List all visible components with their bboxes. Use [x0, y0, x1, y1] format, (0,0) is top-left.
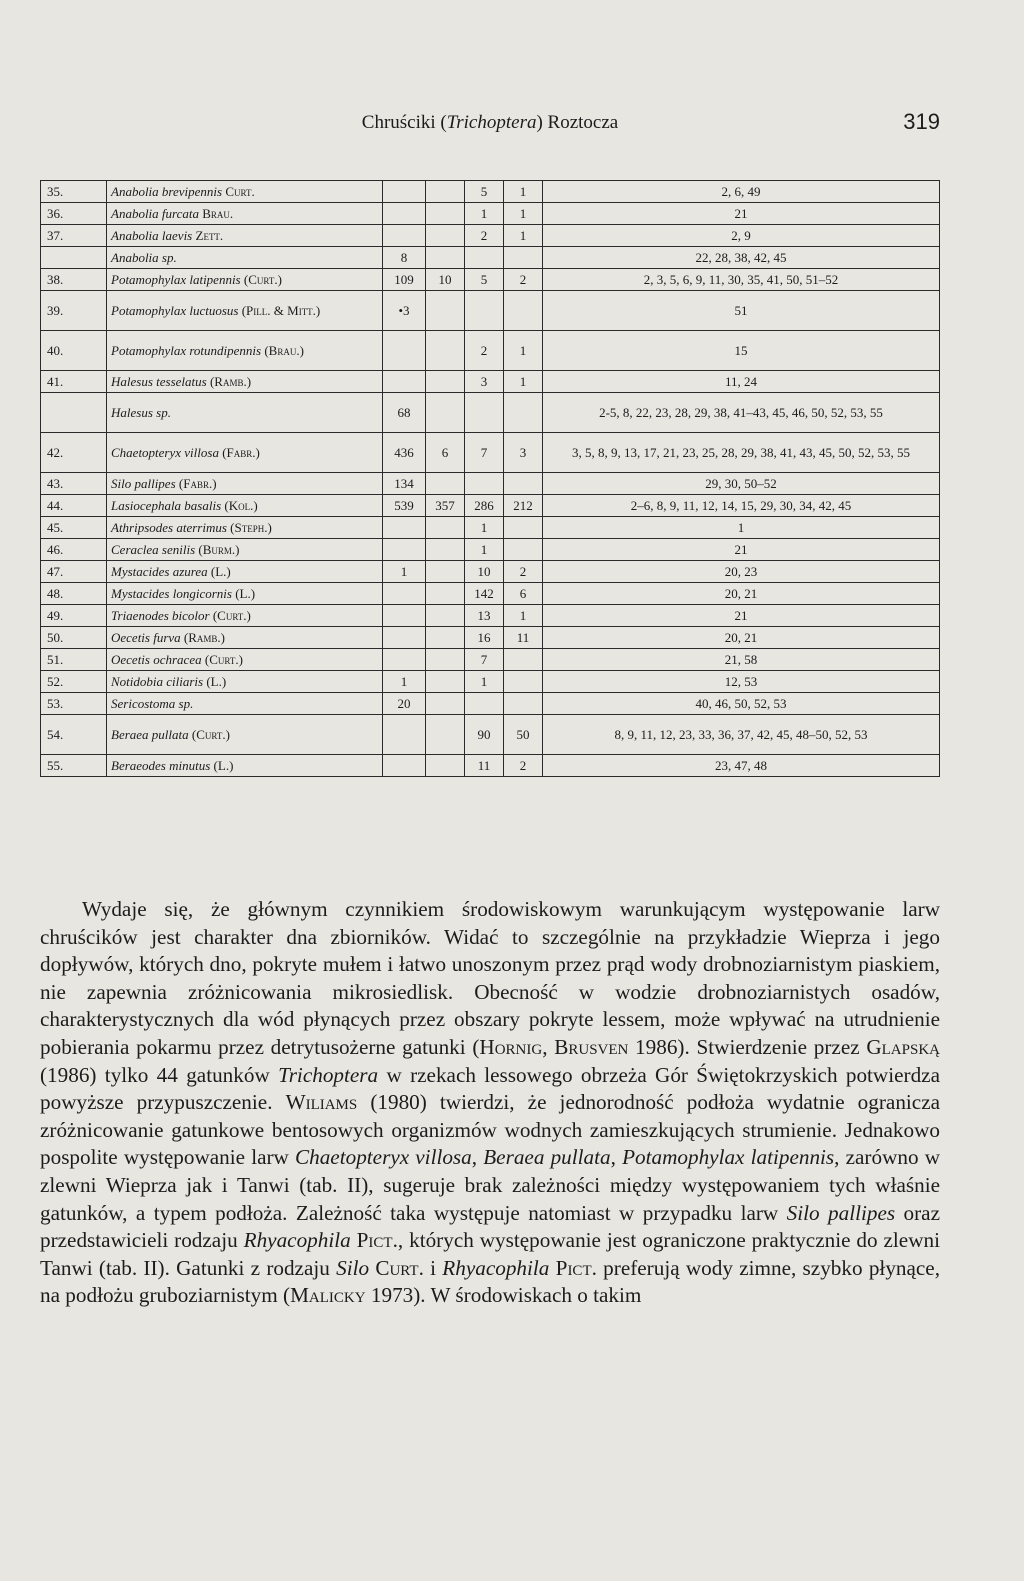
cell-count-1 [383, 371, 426, 393]
table-row [41, 539, 940, 561]
cell-localities: 21, 58 [543, 649, 940, 671]
cell-species [107, 755, 383, 777]
species-author: (Fabr.) [178, 476, 217, 491]
species-name: Potamophylax latipennis [111, 272, 241, 287]
cell-count-4: 212 [504, 495, 543, 517]
table-row [41, 247, 940, 269]
cell-count-4 [504, 247, 543, 269]
cell-count-4: 1 [504, 225, 543, 247]
cell-localities: 21 [543, 605, 940, 627]
taxon-name: Trichoptera [278, 1062, 379, 1087]
cell-number [41, 247, 107, 269]
cell-number: 37. [41, 225, 107, 247]
species-author: (Curt.) [204, 652, 243, 667]
author-citation: Hornig [479, 1034, 543, 1059]
species-author: (Ramb.) [183, 630, 226, 645]
table-row [41, 693, 940, 715]
species-name: Mystacides azurea [111, 564, 208, 579]
species-author: (Brau.) [264, 343, 304, 358]
cell-count-1: •3 [383, 291, 426, 331]
table-row [41, 433, 940, 473]
species-author: Zett. [195, 228, 224, 243]
cell-number: 38. [41, 269, 107, 291]
cell-count-3: 13 [465, 605, 504, 627]
cell-localities: 2–6, 8, 9, 11, 12, 14, 15, 29, 30, 34, 42, 45 [543, 495, 940, 517]
species-table-body [41, 181, 940, 777]
cell-number: 45. [41, 517, 107, 539]
cell-localities: 51 [543, 291, 940, 331]
cell-count-3: 1 [465, 203, 504, 225]
species-name: Oecetis furva [111, 630, 181, 645]
cell-localities: 2, 9 [543, 225, 940, 247]
page-number: 319 [903, 109, 940, 134]
species-name: Halesus sp. [111, 405, 171, 420]
text-run: , zarówno w zlewni Wieprza jak i Tanwi (tab. II), sugeruje brak zależności między występowaniem tych właśnie gatunków, a typem podłoża. Zależność taka występuje natomiast w przypadku larw [40, 1145, 941, 1225]
cell-count-3 [465, 247, 504, 269]
cell-number: 39. [41, 291, 107, 331]
species-name: Potamophylax rotundipennis [111, 343, 262, 358]
cell-localities: 20, 21 [543, 583, 940, 605]
taxon-name: Rhyacophila [243, 1228, 351, 1253]
cell-number: 47. [41, 561, 107, 583]
species-name: Silo pallipes [111, 476, 176, 491]
table-row [41, 627, 940, 649]
cell-count-2 [426, 561, 465, 583]
text-run: , [471, 1145, 484, 1170]
cell-number: 46. [41, 539, 107, 561]
cell-count-3 [465, 393, 504, 433]
text-run: , [542, 1034, 555, 1059]
text-run: oraz przedstawicieli rodzaju [40, 1200, 940, 1253]
cell-count-2 [426, 371, 465, 393]
species-table [40, 180, 940, 777]
table-row [41, 561, 940, 583]
cell-count-2 [426, 583, 465, 605]
table-row [41, 517, 940, 539]
species-name: Anabolia laevis [111, 228, 193, 243]
taxon-name: Silo [336, 1255, 370, 1280]
cell-count-2 [426, 539, 465, 561]
cell-species [107, 433, 383, 473]
cell-species [107, 269, 383, 291]
cell-count-2 [426, 473, 465, 495]
cell-count-1: 134 [383, 473, 426, 495]
text-run: , [610, 1145, 623, 1170]
cell-count-2 [426, 393, 465, 433]
table-row [41, 181, 940, 203]
text-run: 1986). Stwierdzenie przez [628, 1034, 867, 1059]
species-name: Beraea pullata [111, 727, 189, 742]
cell-count-3: 7 [465, 433, 504, 473]
cell-count-1 [383, 649, 426, 671]
taxon-name: Beraea pullata [483, 1145, 611, 1170]
cell-count-3: 2 [465, 225, 504, 247]
text-run: (1986) tylko 44 gatunków [40, 1062, 279, 1087]
cell-number: 44. [41, 495, 107, 517]
text-run: (1980) twierdzi, że jednorodność podłoża wydatnie ogranicza zróżnicowanie gatunkowe bentosowych organizmów wodnych zamieszkujących strumienie. Jednakowo pospolite występowanie larw [40, 1090, 941, 1170]
cell-count-4: 11 [504, 627, 543, 649]
cell-count-2 [426, 605, 465, 627]
cell-count-1: 109 [383, 269, 426, 291]
cell-count-3: 2 [465, 331, 504, 371]
cell-number: 52. [41, 671, 107, 693]
cell-count-1 [383, 517, 426, 539]
cell-localities: 22, 28, 38, 42, 45 [543, 247, 940, 269]
species-name: Halesus tesselatus [111, 374, 207, 389]
species-author: (Curt.) [191, 727, 230, 742]
cell-localities: 3, 5, 8, 9, 13, 17, 21, 23, 25, 28, 29, 38, 41, 43, 45, 50, 52, 53, 55 [543, 433, 940, 473]
cell-count-3 [465, 693, 504, 715]
cell-number: 48. [41, 583, 107, 605]
table-row [41, 605, 940, 627]
cell-localities: 1 [543, 517, 940, 539]
cell-localities: 2-5, 8, 22, 23, 28, 29, 38, 41–43, 45, 46, 50, 52, 53, 55 [543, 393, 940, 433]
cell-count-1 [383, 181, 426, 203]
cell-count-4 [504, 291, 543, 331]
species-author: (Pill. & Mitt.) [241, 303, 321, 318]
table-row [41, 671, 940, 693]
cell-count-2 [426, 693, 465, 715]
cell-count-1 [383, 203, 426, 225]
species-name: Notidobia ciliaris [111, 674, 204, 689]
cell-count-2 [426, 649, 465, 671]
cell-species [107, 561, 383, 583]
cell-count-4 [504, 473, 543, 495]
cell-count-1: 436 [383, 433, 426, 473]
species-author: (Ramb.) [209, 374, 252, 389]
cell-count-4: 2 [504, 269, 543, 291]
species-author: (Fabr.) [222, 445, 260, 460]
cell-species [107, 539, 383, 561]
author-citation: Pict. [356, 1228, 398, 1253]
taxon-name: Rhyacophila [442, 1255, 550, 1280]
cell-count-1: 539 [383, 495, 426, 517]
cell-count-4 [504, 693, 543, 715]
body-text [40, 896, 940, 1310]
cell-localities: 11, 24 [543, 371, 940, 393]
cell-species [107, 393, 383, 433]
cell-species [107, 181, 383, 203]
cell-species [107, 627, 383, 649]
cell-count-2 [426, 181, 465, 203]
species-author: Curt. [225, 184, 255, 199]
cell-number: 43. [41, 473, 107, 495]
species-name: Oecetis ochracea [111, 652, 202, 667]
cell-count-2: 357 [426, 495, 465, 517]
author-citation: Wiliams [285, 1090, 358, 1115]
cell-count-3: 11 [465, 755, 504, 777]
species-name: Potamophylax luctuosus [111, 303, 239, 318]
taxon-name: Potamophylax latipennis [622, 1145, 835, 1170]
cell-species [107, 203, 383, 225]
table-row [41, 291, 940, 331]
cell-species [107, 473, 383, 495]
cell-species [107, 605, 383, 627]
cell-count-4: 6 [504, 583, 543, 605]
table-row [41, 583, 940, 605]
cell-count-4: 1 [504, 371, 543, 393]
cell-count-4: 1 [504, 203, 543, 225]
taxon-name: Silo pallipes [786, 1200, 896, 1225]
table-row [41, 371, 940, 393]
cell-count-3: 286 [465, 495, 504, 517]
cell-count-4: 3 [504, 433, 543, 473]
cell-count-4: 1 [504, 331, 543, 371]
cell-species [107, 371, 383, 393]
cell-species [107, 225, 383, 247]
table-row [41, 203, 940, 225]
cell-count-1 [383, 225, 426, 247]
cell-localities: 21 [543, 203, 940, 225]
cell-count-3: 1 [465, 539, 504, 561]
cell-species [107, 331, 383, 371]
species-author: (L.) [235, 586, 256, 601]
species-name: Athripsodes aterrimus [111, 520, 227, 535]
cell-count-4 [504, 649, 543, 671]
cell-localities: 29, 30, 50–52 [543, 473, 940, 495]
cell-localities: 8, 9, 11, 12, 23, 33, 36, 37, 42, 45, 48–50, 52, 53 [543, 715, 940, 755]
cell-count-4 [504, 393, 543, 433]
cell-species [107, 517, 383, 539]
cell-count-3: 1 [465, 671, 504, 693]
cell-count-4 [504, 671, 543, 693]
cell-number: 55. [41, 755, 107, 777]
cell-count-3 [465, 291, 504, 331]
cell-count-1 [383, 715, 426, 755]
cell-number: 53. [41, 693, 107, 715]
author-citation: Curt. [375, 1255, 424, 1280]
cell-count-3: 142 [465, 583, 504, 605]
cell-count-1: 1 [383, 561, 426, 583]
cell-species [107, 649, 383, 671]
cell-species [107, 671, 383, 693]
cell-species [107, 583, 383, 605]
species-author: Brau. [202, 206, 234, 221]
cell-count-4: 1 [504, 605, 543, 627]
cell-number: 50. [41, 627, 107, 649]
cell-species [107, 291, 383, 331]
cell-count-2 [426, 203, 465, 225]
table-row [41, 269, 940, 291]
cell-count-1 [383, 331, 426, 371]
cell-count-3: 1 [465, 517, 504, 539]
taxon-name: Chaetopteryx villosa [294, 1145, 472, 1170]
cell-count-1 [383, 755, 426, 777]
cell-count-4 [504, 539, 543, 561]
table-row [41, 331, 940, 371]
cell-count-2 [426, 291, 465, 331]
species-name: Triaenodes bicolor [111, 608, 210, 623]
author-citation: Malicky [290, 1283, 366, 1308]
table-row [41, 755, 940, 777]
cell-localities: 21 [543, 539, 940, 561]
text-run: , których występowanie jest ograniczone praktycznie do zlewni Tanwi (tab. II). Gatunki z rodzaju [40, 1228, 940, 1280]
text-run: Wydaje się, że głównym czynnikiem środowiskowym warunkującym występowanie larw chruścików jest charakter dna zbiorników. Widać to szczególnie na przykładzie Wieprza i jego dopływów, których dno, pokryte mułem i łatwo unoszonym przez prąd wody drobnoziarnistym piaskiem, nie zapewnia zróżnicowania mikrosiedlisk. Obecność w wodzie drobnoziarnistych osadów, charakterystycznych dla wód płynących przez obszary pokryte lessem, może wpływać na utrudnienie pobierania pokarmu przez detrytusożerne gatunki ( [40, 897, 940, 1059]
cell-count-4: 1 [504, 181, 543, 203]
text-run: preferują wody zimne, szybko płynące, na podłożu gruboziarnistym ( [40, 1255, 941, 1308]
species-author: (Burm.) [198, 542, 240, 557]
species-name: Mystacides longicornis [111, 586, 232, 601]
cell-count-2 [426, 627, 465, 649]
cell-number: 54. [41, 715, 107, 755]
species-name: Chaetopteryx villosa [111, 445, 219, 460]
table-row [41, 393, 940, 433]
cell-count-3: 90 [465, 715, 504, 755]
species-name: Sericostoma sp. [111, 696, 194, 711]
species-author: (L.) [206, 674, 227, 689]
cell-number: 42. [41, 433, 107, 473]
table-row [41, 715, 940, 755]
cell-count-3: 10 [465, 561, 504, 583]
cell-count-2 [426, 517, 465, 539]
cell-count-2 [426, 247, 465, 269]
cell-count-2 [426, 331, 465, 371]
cell-count-3: 3 [465, 371, 504, 393]
species-name: Lasiocephala basalis [111, 498, 222, 513]
text-run: w rzekach lessowego obrzeża Gór Świętokrzyskich potwierdza powyższe przypuszczenie. [40, 1062, 940, 1115]
species-name: Anabolia sp. [111, 250, 177, 265]
cell-localities: 2, 3, 5, 6, 9, 11, 30, 35, 41, 50, 51–52 [543, 269, 940, 291]
species-author: (L.) [213, 758, 234, 773]
cell-number: 35. [41, 181, 107, 203]
cell-number: 51. [41, 649, 107, 671]
table-row [41, 649, 940, 671]
species-name: Ceraclea senilis [111, 542, 196, 557]
species-author: (Curt.) [212, 608, 251, 623]
cell-count-2 [426, 225, 465, 247]
cell-count-2 [426, 671, 465, 693]
cell-localities: 15 [543, 331, 940, 371]
cell-count-4: 2 [504, 561, 543, 583]
running-title: Chruściki (Trichoptera) Roztocza [361, 112, 619, 133]
species-name: Anabolia furcata [111, 206, 199, 221]
cell-count-1 [383, 605, 426, 627]
cell-species [107, 693, 383, 715]
cell-species [107, 715, 383, 755]
cell-number: 36. [41, 203, 107, 225]
species-author: (Curt.) [243, 272, 282, 287]
author-citation: Glapską [866, 1034, 940, 1059]
cell-species [107, 247, 383, 269]
table-row [41, 473, 940, 495]
paragraph [40, 896, 940, 1310]
cell-localities: 12, 53 [543, 671, 940, 693]
cell-count-2 [426, 715, 465, 755]
text-run: 1973). W środowiskach o takim [365, 1283, 642, 1308]
cell-localities: 23, 47, 48 [543, 755, 940, 777]
cell-count-4 [504, 517, 543, 539]
species-author: (Steph.) [230, 520, 272, 535]
cell-localities: 20, 23 [543, 561, 940, 583]
cell-count-3: 5 [465, 269, 504, 291]
cell-localities: 20, 21 [543, 627, 940, 649]
cell-number [41, 393, 107, 433]
species-name: Beraeodes minutus [111, 758, 211, 773]
species-name: Anabolia brevipennis [111, 184, 223, 199]
table-row [41, 495, 940, 517]
cell-count-1: 68 [383, 393, 426, 433]
author-citation: Brusven [554, 1034, 629, 1059]
cell-count-3: 16 [465, 627, 504, 649]
cell-count-2: 10 [426, 269, 465, 291]
cell-count-2: 6 [426, 433, 465, 473]
cell-count-3: 7 [465, 649, 504, 671]
cell-count-1: 20 [383, 693, 426, 715]
cell-count-1 [383, 627, 426, 649]
cell-count-1: 8 [383, 247, 426, 269]
cell-count-4: 50 [504, 715, 543, 755]
cell-number: 41. [41, 371, 107, 393]
cell-number: 49. [41, 605, 107, 627]
running-header [40, 109, 940, 142]
cell-count-4: 2 [504, 755, 543, 777]
cell-count-3: 5 [465, 181, 504, 203]
table-row [41, 225, 940, 247]
cell-species [107, 495, 383, 517]
cell-number: 40. [41, 331, 107, 371]
species-author: (Kol.) [224, 498, 258, 513]
cell-localities: 40, 46, 50, 52, 53 [543, 693, 940, 715]
cell-count-1: 1 [383, 671, 426, 693]
cell-count-3 [465, 473, 504, 495]
species-author: (L.) [210, 564, 231, 579]
author-citation: Pict. [555, 1255, 597, 1280]
text-run: i [423, 1255, 443, 1280]
cell-count-1 [383, 539, 426, 561]
cell-count-2 [426, 755, 465, 777]
cell-count-1 [383, 583, 426, 605]
cell-localities: 2, 6, 49 [543, 181, 940, 203]
